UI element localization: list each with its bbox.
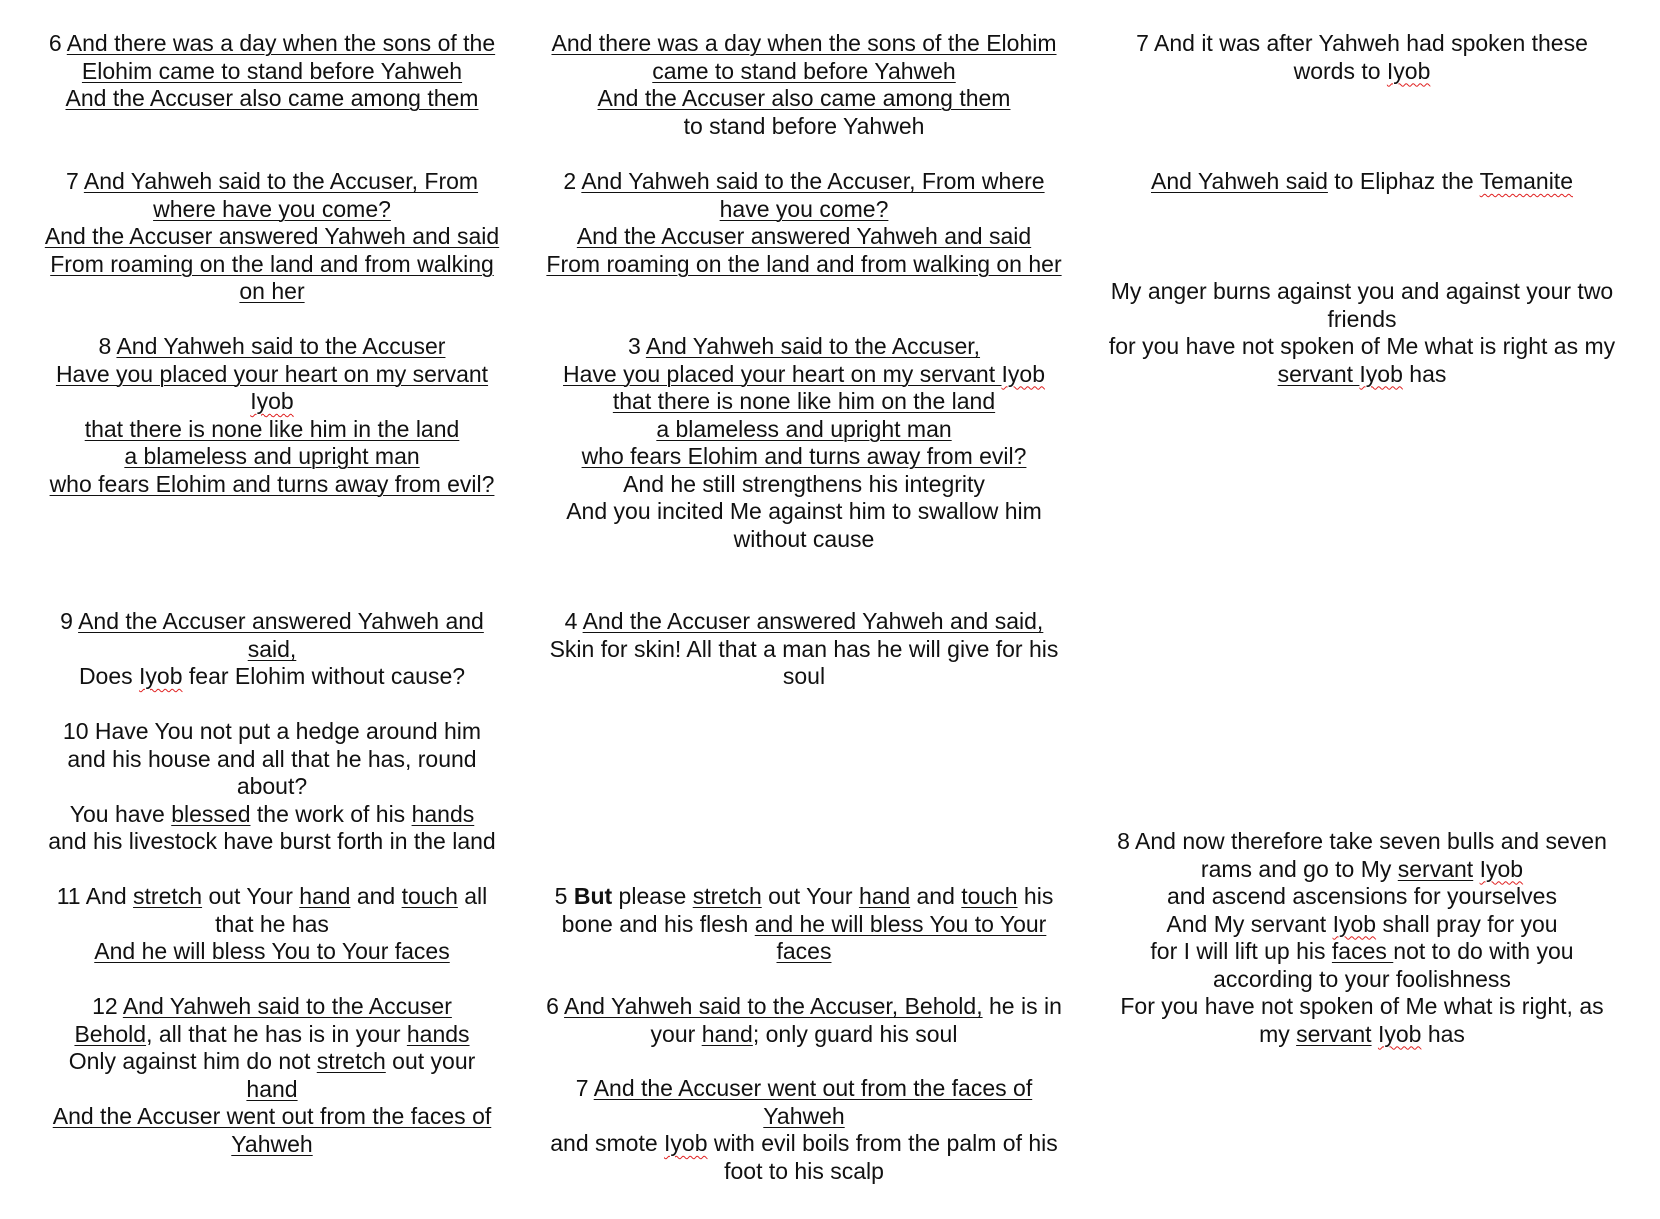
text-line (1086, 30, 1638, 58)
text-line (22, 361, 522, 389)
text-segment: But (573, 883, 613, 909)
underlined-text: And there was a day when the sons of the (66, 30, 496, 56)
text-line (1086, 168, 1638, 196)
text-line (22, 333, 522, 361)
verse-block (522, 993, 1086, 1048)
text-line (522, 30, 1086, 58)
text-line (22, 58, 522, 86)
text-line (522, 113, 1086, 141)
underlined-text: hand (246, 1075, 298, 1102)
text-segment: soul (782, 663, 826, 689)
text-segment: 7 (65, 168, 84, 194)
text-segment: 7 (575, 1075, 594, 1101)
underlined-text: who fears Elohim and turns away from evil? (581, 443, 1027, 469)
text-line (522, 498, 1086, 526)
text-line (22, 1076, 522, 1104)
underlined-text: that there is none like him on the land (612, 388, 996, 414)
underlined-text: Have you placed your heart on my servant (563, 360, 1002, 387)
spellcheck-word: Iyob (139, 663, 183, 689)
text-segment: 6 (546, 993, 565, 1019)
underlined-text: a blameless and upright man (656, 415, 952, 442)
underlined-text: hand (299, 883, 351, 909)
underlined-text: And the Accuser answered Yahweh and said (576, 223, 1032, 249)
text-segment: the work of his (250, 800, 412, 827)
text-line (1086, 883, 1638, 911)
verse-block (1086, 278, 1638, 388)
underlined-text: a blameless and upright man (124, 443, 420, 469)
text-line (1086, 1021, 1638, 1049)
underlined-text: And the Accuser answered Yahweh and (78, 608, 484, 634)
underlined-text: hand (701, 1020, 753, 1047)
verse-block (522, 30, 1086, 140)
text-line (522, 443, 1086, 471)
underlined-text: And there was a day when the sons of the Elohim (551, 30, 1057, 56)
underlined-text: stretch (692, 883, 762, 909)
text-segment: out your (385, 1048, 476, 1074)
text-segment: 3 (627, 333, 646, 359)
underlined-text: And the Accuser went out from the faces of (52, 1103, 492, 1129)
spellcheck-word: Iyob (1386, 57, 1431, 84)
text-line (522, 471, 1086, 499)
underlined-text: And the Accuser answered Yahweh and said (44, 223, 500, 249)
text-line (522, 333, 1086, 361)
underlined-text: And Yahweh said to the Accuser, From where (581, 168, 1045, 194)
text-segment: to Eliphaz the (1327, 168, 1480, 194)
text-segment: 2 (563, 168, 582, 194)
underlined-text: faces (776, 938, 832, 964)
text-line (1086, 278, 1638, 306)
text-segment: and (910, 883, 962, 909)
text-line (22, 746, 522, 774)
text-line (522, 938, 1086, 966)
underlined-text: Yahweh (231, 1130, 313, 1157)
text-line (22, 471, 522, 499)
text-segment: please (612, 883, 693, 909)
text-line (522, 663, 1086, 691)
text-segment: his (1017, 883, 1054, 909)
verse-block (522, 608, 1086, 691)
text-segment: and ascend ascensions for yourselves (1167, 883, 1557, 909)
underlined-text: stretch (316, 1048, 386, 1074)
underlined-text: faces (1331, 938, 1394, 964)
text-segment: 11 And (56, 883, 134, 909)
underlined-text: Elohim came to stand before Yahweh (81, 57, 463, 84)
text-line (1086, 333, 1638, 361)
verse-block (22, 333, 522, 498)
spellcheck-word: Iyob (1359, 360, 1403, 387)
underlined-text: And Yahweh said to the Accuser, From (83, 168, 479, 194)
underlined-text: and he will bless You to Your (754, 910, 1047, 937)
text-segment: And you incited Me against him to swallow him (566, 498, 1042, 524)
underlined-text: And Yahweh said to the Accuser, (645, 333, 981, 359)
verse-block (522, 333, 1086, 553)
text-line (22, 938, 522, 966)
text-line (522, 361, 1086, 389)
text-line (522, 85, 1086, 113)
verse-block (22, 993, 522, 1158)
text-line (1086, 966, 1638, 994)
text-segment: according to your foolishness (1213, 965, 1511, 992)
text-segment: 7 And it was after Yahweh had spoken these (1136, 30, 1588, 56)
verse-block (22, 30, 522, 113)
text-segment: has (1421, 1020, 1465, 1047)
text-line (522, 526, 1086, 554)
text-segment: not to do with you (1393, 938, 1574, 964)
text-segment: and smote (550, 1130, 665, 1156)
text-segment: Skin for skin! All that a man has he will give for his (549, 635, 1059, 662)
text-segment: Only against him do not (68, 1048, 317, 1074)
text-segment: to stand before Yahweh (683, 112, 925, 139)
underlined-text: came to stand before Yahweh (652, 57, 956, 84)
verse-block (522, 883, 1086, 966)
text-line (1086, 911, 1638, 939)
text-segment: 10 Have You not put a hedge around him (62, 718, 482, 744)
text-line (522, 608, 1086, 636)
verse-block (522, 168, 1086, 278)
text-segment: bone and his flesh (561, 910, 755, 937)
verse-block (1086, 828, 1638, 1048)
text-line (522, 416, 1086, 444)
text-segment: has (1402, 360, 1447, 387)
text-segment: he is in (982, 993, 1062, 1019)
underlined-text: hands (411, 800, 475, 827)
verse-block (22, 168, 522, 306)
text-segment: Does (78, 663, 140, 689)
underlined-text: blessed (171, 800, 251, 827)
text-segment: And he still strengthens his integrity (623, 470, 985, 497)
underlined-text: servant (1397, 855, 1474, 882)
text-line (22, 196, 522, 224)
text-segment: rams and go to My (1200, 855, 1398, 882)
text-segment: 8 (98, 333, 117, 359)
text-segment: my (1259, 1020, 1297, 1047)
text-line (22, 388, 522, 416)
text-line (522, 196, 1086, 224)
text-segment: foot to his scalp (724, 1157, 884, 1184)
underlined-text: And Yahweh said to the Accuser, Behold, (564, 993, 983, 1019)
underlined-text: And the Accuser answered Yahweh and said, (582, 608, 1044, 634)
text-segment: , all that he has is in your (146, 1020, 407, 1047)
text-line (522, 1021, 1086, 1049)
spellcheck-word: Iyob (1377, 1020, 1422, 1047)
text-line (22, 636, 522, 664)
underlined-text: Have you placed your heart on my servant (55, 360, 489, 387)
text-line (1086, 856, 1638, 884)
text-segment: with evil boils from the palm of his (707, 1130, 1058, 1156)
spellcheck-word: Iyob (664, 1130, 708, 1156)
text-line (22, 251, 522, 279)
text-line (22, 911, 522, 939)
verse-block (1086, 30, 1638, 85)
text-line (22, 801, 522, 829)
text-segment: 6 (48, 30, 67, 56)
text-segment: fear Elohim without cause? (182, 663, 466, 689)
text-segment: out Your (761, 883, 859, 909)
verse-block (22, 883, 522, 966)
text-line (1086, 306, 1638, 334)
underlined-text: servant (1277, 360, 1360, 387)
text-segment: without cause (733, 525, 875, 552)
text-segment: words to (1293, 57, 1387, 84)
underlined-text: have you come? (719, 195, 889, 222)
text-segment: 9 (60, 608, 79, 634)
text-line (22, 416, 522, 444)
document-page (22, 30, 1638, 1210)
underlined-text: And Yahweh said to the Accuser (122, 993, 452, 1019)
underlined-text: hands (406, 1020, 470, 1047)
underlined-text: From roaming on the land and from walking on her (546, 250, 1062, 277)
spellcheck-word: Iyob (1001, 360, 1045, 387)
spellcheck-word: Iyob (250, 388, 294, 414)
text-segment: My anger burns against you and against your two (1110, 278, 1614, 304)
text-segment: 8 And now therefore take seven bulls and seven (1117, 828, 1607, 854)
text-segment: and his house and all that he has, round (67, 745, 477, 772)
text-line (1086, 361, 1638, 389)
underlined-text: Yahweh (763, 1102, 845, 1129)
underlined-text: And Yahweh said (1151, 168, 1328, 194)
text-line (22, 85, 522, 113)
underlined-text: And the Accuser also came among them (597, 85, 1011, 111)
text-segment: for you have not spoken of Me what is right as my (1108, 333, 1616, 359)
text-line (22, 663, 522, 691)
underlined-text: And Yahweh said to the Accuser (116, 333, 446, 359)
text-segment: and (350, 883, 402, 909)
verse-block (1086, 168, 1638, 196)
text-line (522, 1103, 1086, 1131)
underlined-text: And the Accuser went out from the faces of (593, 1075, 1033, 1101)
underlined-text: Behold (74, 1020, 147, 1047)
text-line (522, 251, 1086, 279)
text-segment: for I will lift up his (1150, 938, 1332, 964)
spellcheck-word: Iyob (1332, 910, 1377, 937)
text-line (22, 993, 522, 1021)
text-segment: 12 (92, 993, 123, 1019)
text-line (22, 223, 522, 251)
text-segment: shall pray for you (1376, 910, 1558, 937)
text-line (22, 608, 522, 636)
text-line (22, 443, 522, 471)
text-line (22, 1103, 522, 1131)
text-line (522, 1158, 1086, 1186)
text-segment: You have (69, 800, 172, 827)
text-line (1086, 828, 1638, 856)
text-line (22, 30, 522, 58)
underlined-text: servant (1296, 1020, 1372, 1047)
spellcheck-word: Iyob (1479, 855, 1524, 882)
underlined-text: said, (247, 635, 297, 662)
text-line (522, 388, 1086, 416)
underlined-text: touch (401, 883, 458, 909)
text-segment: and his livestock have burst forth in the land (48, 828, 496, 854)
text-line (522, 883, 1086, 911)
text-segment: 4 (564, 608, 583, 634)
text-segment: your (650, 1020, 702, 1047)
text-segment: out Your (202, 883, 300, 909)
text-line (22, 278, 522, 306)
text-segment: 5 (554, 883, 574, 909)
underlined-text: stretch (133, 883, 203, 909)
text-line (22, 168, 522, 196)
text-segment: that he has (215, 910, 329, 937)
text-segment: For you have not spoken of Me what is right, as (1120, 993, 1604, 1019)
text-line (522, 168, 1086, 196)
text-line (522, 58, 1086, 86)
verse-block (522, 1075, 1086, 1185)
underlined-text: on her (239, 278, 305, 304)
text-line (22, 773, 522, 801)
verse-block (22, 718, 522, 856)
text-segment: about? (236, 773, 308, 799)
underlined-text: And the Accuser also came among them (65, 85, 479, 111)
spellcheck-word: Temanite (1479, 168, 1573, 194)
underlined-text: who fears Elohim and turns away from evil? (49, 470, 495, 497)
text-line (522, 636, 1086, 664)
underlined-text: From roaming on the land and from walking (50, 250, 494, 277)
text-line (22, 718, 522, 746)
text-line (22, 883, 522, 911)
text-line (522, 911, 1086, 939)
text-segment: And My servant (1166, 910, 1333, 937)
verse-block (22, 608, 522, 691)
text-line (1086, 58, 1638, 86)
text-line (22, 1131, 522, 1159)
text-line (1086, 938, 1638, 966)
text-segment: ; only guard his soul (752, 1020, 958, 1047)
text-line (522, 993, 1086, 1021)
underlined-text: hand (858, 883, 911, 909)
text-line (522, 1075, 1086, 1103)
underlined-text: touch (961, 883, 1018, 909)
text-segment: friends (1327, 305, 1397, 332)
text-line (22, 1021, 522, 1049)
underlined-text: that there is none like him in the land (84, 415, 460, 442)
underlined-text: where have you come? (153, 195, 391, 222)
text-line (522, 1130, 1086, 1158)
text-segment: all (457, 883, 488, 909)
underlined-text: And he will bless You to Your faces (94, 938, 450, 964)
text-line (1086, 993, 1638, 1021)
text-line (22, 828, 522, 856)
text-line (22, 1048, 522, 1076)
text-line (522, 223, 1086, 251)
